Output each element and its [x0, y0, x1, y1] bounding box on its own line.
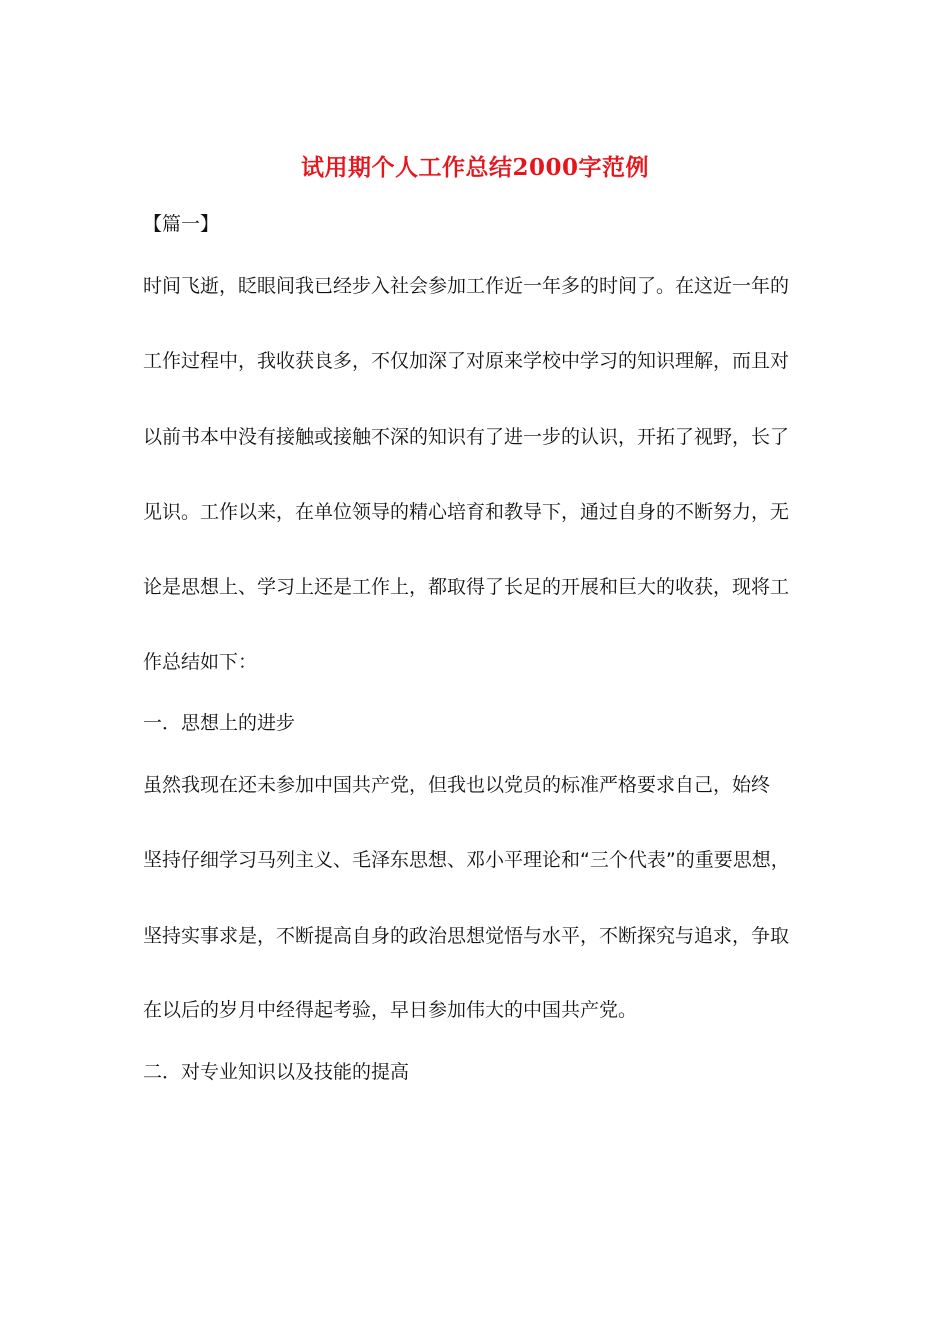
- paragraph-line: 以前书本中没有接触或接触不深的知识有了进一步的认识，开拓了视野，长了: [143, 426, 790, 448]
- paragraph-line: 作总结如下：: [143, 651, 258, 673]
- paragraph-line: 论是思想上、学习上还是工作上，都取得了长足的开展和巨大的收获，现将工: [143, 576, 790, 598]
- paragraph-line: 见识。工作以来，在单位领导的精心培育和教导下，通过自身的不断努力，无: [143, 501, 790, 523]
- paragraph-line: 工作过程中，我收获良多，不仅加深了对原来学校中学习的知识理解，而且对: [143, 350, 790, 372]
- paragraph-line: 坚持实事求是，不断提高自身的政治思想觉悟与水平，不断探究与追求，争取: [143, 925, 790, 947]
- paragraph-line: 在以后的岁月中经得起考验，早日参加伟大的中国共产党。: [143, 999, 638, 1021]
- section-label: 【篇一】: [143, 213, 220, 235]
- document-title: 试用期个人工作总结2000字范例: [300, 154, 649, 181]
- paragraph-line: 时间飞逝，眨眼间我已经步入社会参加工作近一年多的时间了。在这近一年的: [143, 275, 790, 297]
- section-heading: 二．对专业知识以及技能的提高: [143, 1061, 410, 1083]
- paragraph-line: 虽然我现在还未参加中国共产党，但我也以党员的标准严格要求自己，始终: [143, 774, 771, 796]
- section-heading: 一．思想上的进步: [143, 712, 296, 734]
- paragraph-line: 坚持仔细学习马列主义、毛泽东思想、邓小平理论和“三个代表”的重要思想，: [143, 849, 790, 871]
